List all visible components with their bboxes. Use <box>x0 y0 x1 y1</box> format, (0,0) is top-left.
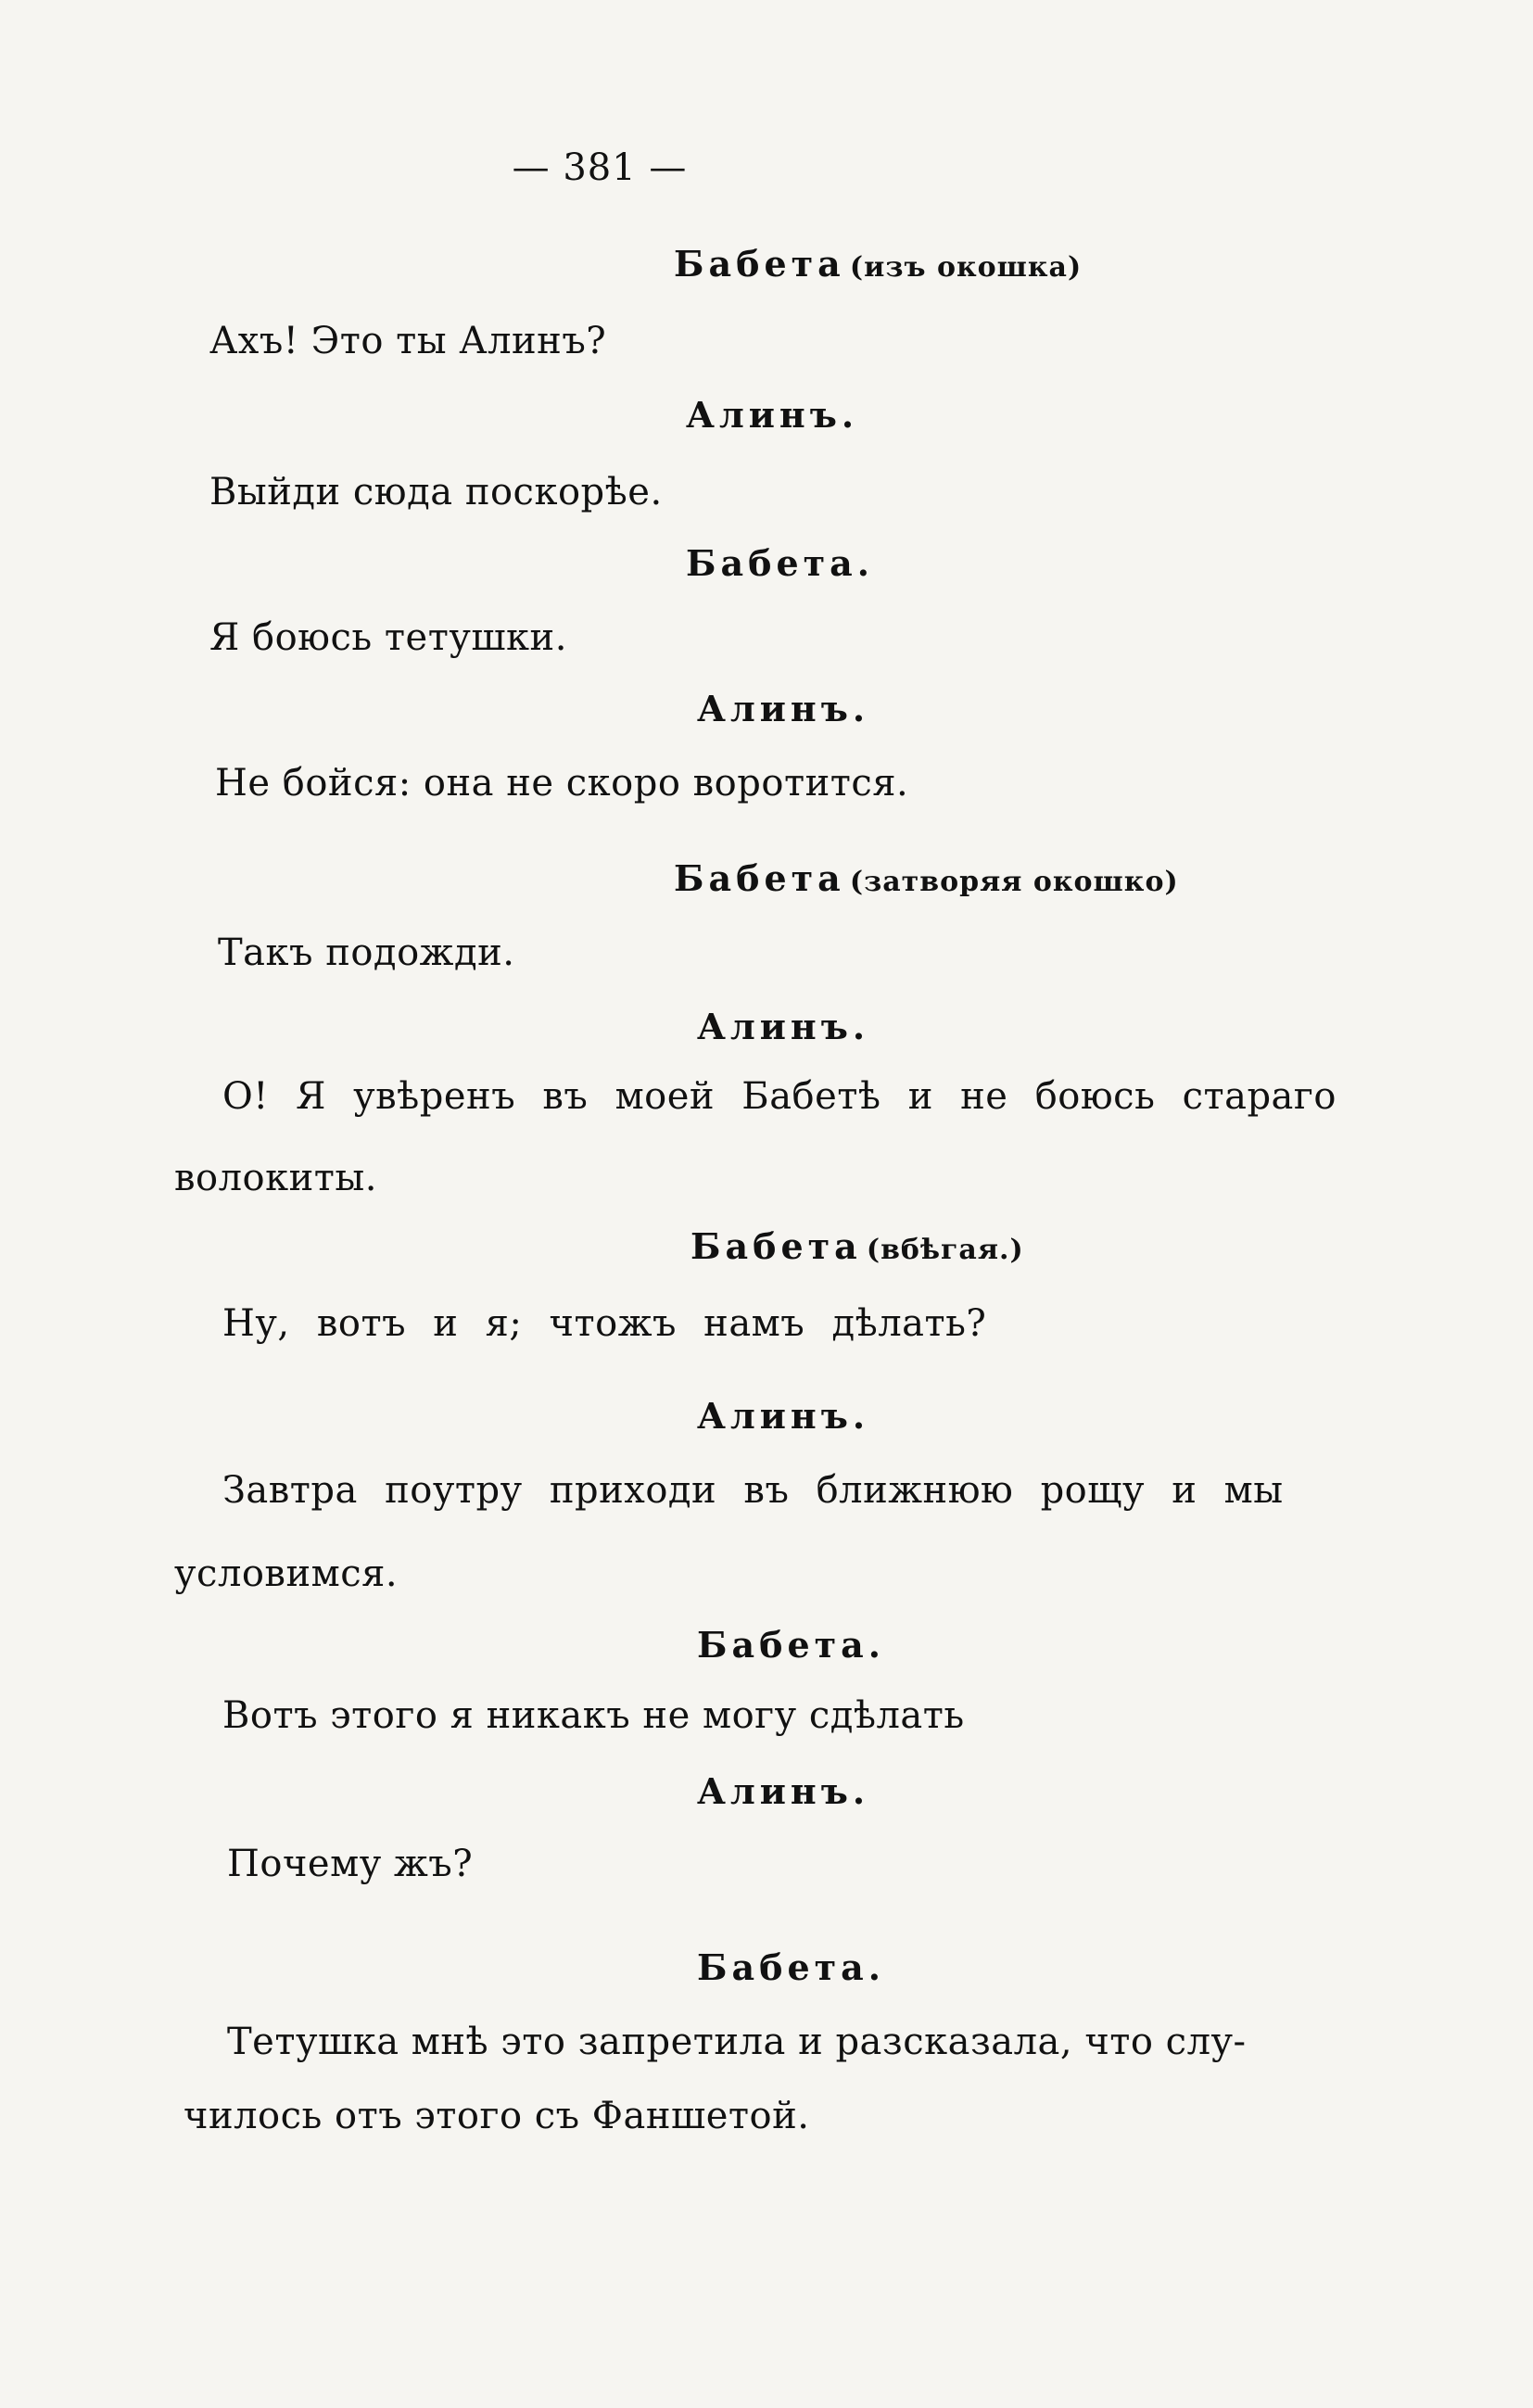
dialogue-line: Вотъ этого я никакъ не могу сдѣлать <box>222 1694 965 1737</box>
dialogue-line: Такъ подожди. <box>218 932 515 974</box>
speaker-heading: Алинъ. <box>697 1006 870 1047</box>
dialogue-line: Выйди сюда поскорѣе. <box>209 471 663 513</box>
speaker-heading: Алинъ. <box>686 394 859 436</box>
speaker-heading <box>674 243 1082 285</box>
speaker-name: Бабета <box>674 857 845 899</box>
dialogue-line: Не бойся: она не скоро воротится. <box>215 762 909 805</box>
speaker-heading: Алинъ. <box>697 1395 870 1437</box>
speaker-heading: Алинъ. <box>697 1770 870 1812</box>
dialogue-line: чилось отъ этого съ Фаншетой. <box>184 2095 810 2137</box>
speaker-heading: Бабета. <box>686 542 875 584</box>
stage-direction: (изъ окошка) <box>849 251 1083 284</box>
speaker-heading <box>674 857 1179 899</box>
dialogue-line: Тетушка мнѣ это запретила и разсказала, что слу- <box>227 2021 1247 2063</box>
speaker-heading: Бабета. <box>697 1624 886 1666</box>
page-number: — 381 — <box>512 146 688 189</box>
dialogue-line: Почему жъ? <box>227 1843 474 1885</box>
dialogue-line: условимся. <box>174 1553 399 1595</box>
speaker-name: Бабета <box>674 243 845 285</box>
stage-direction: (вбѣгая.) <box>866 1234 1024 1266</box>
speaker-heading <box>690 1225 1024 1267</box>
stage-direction: (затворяя окошко) <box>849 866 1179 898</box>
speaker-heading: Алинъ. <box>697 688 870 729</box>
dialogue-line: Ну, вотъ и я; чтожъ намъ дѣлать? <box>222 1302 987 1345</box>
dialogue-line: волокиты. <box>174 1157 377 1199</box>
dialogue-line: Ахъ! Это ты Алинъ? <box>209 320 607 362</box>
speaker-heading: Бабета. <box>697 1946 886 1988</box>
dialogue-line: Я боюсь тетушки. <box>209 616 567 659</box>
dialogue-line: О! Я увѣренъ въ моей Бабетѣ и не боюсь стараго <box>222 1075 1337 1118</box>
dialogue-line: Завтра поутру приходи въ ближнюю рощу и мы <box>222 1469 1284 1512</box>
speaker-name: Бабета <box>690 1225 862 1267</box>
